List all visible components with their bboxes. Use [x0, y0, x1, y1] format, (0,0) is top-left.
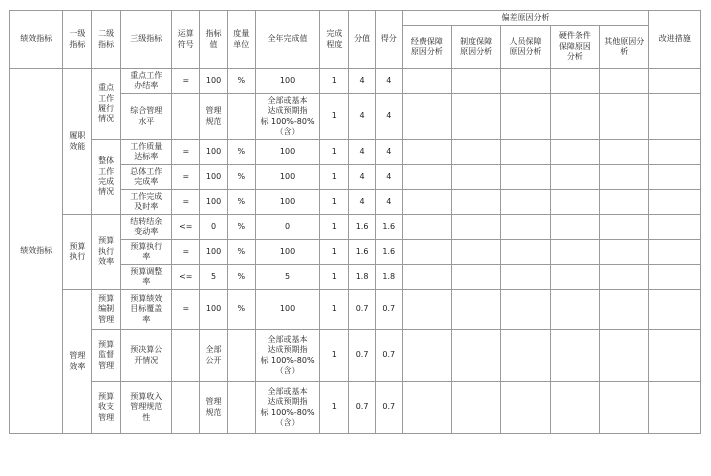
header-level2: 二级 指标 — [92, 11, 121, 69]
cell-score-value: 4 — [349, 140, 376, 165]
cell-deviation — [402, 190, 451, 215]
cell-score-value: 1.6 — [349, 240, 376, 265]
cell-operator: = — [172, 140, 200, 165]
header-target: 指标 值 — [200, 11, 228, 69]
cell-deviation — [600, 330, 649, 382]
cell-degree: 1 — [320, 240, 349, 265]
cell-deviation — [600, 382, 649, 434]
cell-deviation — [402, 240, 451, 265]
cell-deviation — [452, 69, 501, 94]
cell-degree: 1 — [320, 265, 349, 290]
cell-l2: 预算 编制 管理 — [92, 290, 121, 330]
cell-operator: = — [172, 240, 200, 265]
header-score-value: 分值 — [349, 11, 376, 69]
cell-annual: 100 — [255, 240, 320, 265]
cell-score-value: 1.8 — [349, 265, 376, 290]
cell-annual: 100 — [255, 140, 320, 165]
performance-table — [9, 10, 701, 434]
header-unit: 度量 单位 — [227, 11, 255, 69]
cell-deviation — [452, 290, 501, 330]
cell-unit — [227, 330, 255, 382]
cell-unit: % — [227, 69, 255, 94]
cell-l2: 重点 工作 履行 情况 — [92, 69, 121, 140]
cell-level3: 总体工作 完成率 — [121, 165, 172, 190]
cell-target: 管理 规范 — [200, 382, 228, 434]
cell-deviation — [501, 165, 550, 190]
cell-deviation — [452, 190, 501, 215]
cell-improve — [649, 190, 701, 215]
cell-operator: <= — [172, 265, 200, 290]
cell-deviation — [501, 290, 550, 330]
cell-operator: = — [172, 290, 200, 330]
table-row — [10, 290, 701, 330]
cell-target: 100 — [200, 190, 228, 215]
cell-target: 100 — [200, 140, 228, 165]
cell-level3: 预算调整 率 — [121, 265, 172, 290]
cell-improve — [649, 382, 701, 434]
header-operator: 运算 符号 — [172, 11, 200, 69]
cell-deviation — [600, 94, 649, 140]
cell-improve — [649, 240, 701, 265]
cell-deviation — [550, 382, 599, 434]
cell-score: 1.6 — [375, 215, 402, 240]
cell-l1: 管理 效率 — [63, 290, 92, 434]
cell-deviation — [600, 140, 649, 165]
cell-l1: 履职 效能 — [63, 69, 92, 215]
cell-deviation — [452, 330, 501, 382]
cell-level3: 工作质量 达标率 — [121, 140, 172, 165]
cell-deviation — [600, 69, 649, 94]
cell-score-value: 0.7 — [349, 330, 376, 382]
cell-deviation — [550, 140, 599, 165]
cell-deviation — [452, 140, 501, 165]
cell-l2: 预算 监督 管理 — [92, 330, 121, 382]
cell-improve — [649, 330, 701, 382]
cell-operator: = — [172, 69, 200, 94]
header-level1: 一级 指标 — [63, 11, 92, 69]
cell-annual: 全部或基本 达成预期指 标 100%-80% （含） — [255, 94, 320, 140]
cell-degree: 1 — [320, 94, 349, 140]
cell-deviation — [402, 165, 451, 190]
cell-score: 0.7 — [375, 382, 402, 434]
cell-annual: 0 — [255, 215, 320, 240]
cell-deviation — [550, 94, 599, 140]
header-score: 得分 — [375, 11, 402, 69]
cell-deviation — [402, 330, 451, 382]
cell-degree: 1 — [320, 290, 349, 330]
cell-improve — [649, 165, 701, 190]
cell-score: 1.8 — [375, 265, 402, 290]
cell-improve — [649, 69, 701, 94]
cell-deviation — [501, 240, 550, 265]
header-annual: 全年完成值 — [255, 11, 320, 69]
cell-deviation — [550, 240, 599, 265]
cell-level3: 预算收入 管理规范 性 — [121, 382, 172, 434]
cell-annual: 全部或基本 达成预期指 标 100%-80% （含） — [255, 382, 320, 434]
cell-deviation — [402, 290, 451, 330]
table-row — [10, 69, 701, 94]
cell-score: 0.7 — [375, 330, 402, 382]
cell-deviation — [600, 265, 649, 290]
cell-target: 100 — [200, 165, 228, 190]
cell-score-value: 4 — [349, 69, 376, 94]
cell-indicator: 绩效指标 — [10, 69, 63, 434]
cell-deviation — [452, 265, 501, 290]
cell-deviation — [501, 215, 550, 240]
table-row — [10, 330, 701, 382]
cell-deviation — [501, 94, 550, 140]
cell-deviation — [600, 165, 649, 190]
cell-l2: 整体 工作 完成 情况 — [92, 140, 121, 215]
cell-score-value: 4 — [349, 94, 376, 140]
cell-deviation — [452, 94, 501, 140]
header-dev-system: 制度保障 原因分析 — [452, 26, 501, 69]
cell-annual: 5 — [255, 265, 320, 290]
cell-target: 100 — [200, 290, 228, 330]
cell-unit: % — [227, 215, 255, 240]
header-deviation: 偏差原因分析 — [402, 11, 649, 26]
cell-level3: 结转结余 变动率 — [121, 215, 172, 240]
header-dev-hardware: 硬件条件 保障原因 分析 — [550, 26, 599, 69]
header-improve: 改进措施 — [649, 11, 701, 69]
cell-deviation — [550, 69, 599, 94]
cell-degree: 1 — [320, 215, 349, 240]
cell-l2: 预算 执行 效率 — [92, 215, 121, 290]
cell-target: 0 — [200, 215, 228, 240]
cell-score-value: 0.7 — [349, 382, 376, 434]
cell-annual: 100 — [255, 69, 320, 94]
cell-deviation — [402, 382, 451, 434]
cell-target: 管理 规范 — [200, 94, 228, 140]
cell-score-value: 0.7 — [349, 290, 376, 330]
cell-score: 4 — [375, 190, 402, 215]
header-dev-fund: 经费保障 原因分析 — [402, 26, 451, 69]
cell-score: 4 — [375, 140, 402, 165]
cell-deviation — [452, 382, 501, 434]
table-row — [10, 215, 701, 240]
cell-deviation — [550, 190, 599, 215]
cell-unit: % — [227, 240, 255, 265]
cell-improve — [649, 94, 701, 140]
cell-deviation — [501, 140, 550, 165]
cell-unit — [227, 382, 255, 434]
cell-operator: = — [172, 190, 200, 215]
cell-deviation — [402, 140, 451, 165]
cell-operator — [172, 94, 200, 140]
cell-deviation — [501, 330, 550, 382]
cell-operator — [172, 382, 200, 434]
cell-degree: 1 — [320, 190, 349, 215]
cell-deviation — [600, 215, 649, 240]
cell-unit: % — [227, 265, 255, 290]
cell-deviation — [550, 290, 599, 330]
cell-deviation — [452, 165, 501, 190]
cell-deviation — [501, 69, 550, 94]
cell-l2: 预算 收支 管理 — [92, 382, 121, 434]
cell-deviation — [402, 265, 451, 290]
cell-score-value: 4 — [349, 165, 376, 190]
header-level3: 三级指标 — [121, 11, 172, 69]
cell-annual: 100 — [255, 190, 320, 215]
header-dev-staff: 人员保障 原因分析 — [501, 26, 550, 69]
header-degree: 完成 程度 — [320, 11, 349, 69]
cell-deviation — [402, 94, 451, 140]
cell-unit: % — [227, 140, 255, 165]
cell-score-value: 4 — [349, 190, 376, 215]
cell-deviation — [600, 190, 649, 215]
cell-deviation — [600, 290, 649, 330]
cell-deviation — [550, 265, 599, 290]
cell-target: 全部 公开 — [200, 330, 228, 382]
cell-deviation — [550, 165, 599, 190]
cell-degree: 1 — [320, 382, 349, 434]
cell-degree: 1 — [320, 69, 349, 94]
cell-operator: = — [172, 165, 200, 190]
cell-operator: <= — [172, 215, 200, 240]
cell-target: 100 — [200, 69, 228, 94]
cell-deviation — [501, 382, 550, 434]
cell-unit — [227, 94, 255, 140]
cell-score: 4 — [375, 69, 402, 94]
cell-level3: 预算绩效 目标覆盖 率 — [121, 290, 172, 330]
table-row — [10, 140, 701, 165]
cell-score: 4 — [375, 94, 402, 140]
cell-operator — [172, 330, 200, 382]
cell-deviation — [452, 240, 501, 265]
cell-deviation — [402, 69, 451, 94]
cell-target: 100 — [200, 240, 228, 265]
cell-improve — [649, 265, 701, 290]
cell-improve — [649, 215, 701, 240]
cell-level3: 预算执行 率 — [121, 240, 172, 265]
cell-deviation — [501, 190, 550, 215]
cell-l1: 预算 执行 — [63, 215, 92, 290]
cell-deviation — [402, 215, 451, 240]
cell-score: 0.7 — [375, 290, 402, 330]
cell-score: 4 — [375, 165, 402, 190]
cell-deviation — [550, 330, 599, 382]
header-indicator: 绩效指标 — [10, 11, 63, 69]
cell-unit: % — [227, 165, 255, 190]
cell-score: 1.6 — [375, 240, 402, 265]
cell-score-value: 1.6 — [349, 215, 376, 240]
cell-deviation — [501, 265, 550, 290]
cell-degree: 1 — [320, 330, 349, 382]
cell-target: 5 — [200, 265, 228, 290]
cell-annual: 100 — [255, 165, 320, 190]
cell-improve — [649, 290, 701, 330]
cell-level3: 重点工作 办结率 — [121, 69, 172, 94]
cell-deviation — [550, 215, 599, 240]
cell-level3: 预决算公 开情况 — [121, 330, 172, 382]
cell-level3: 综合管理 水平 — [121, 94, 172, 140]
cell-deviation — [452, 215, 501, 240]
table-row — [10, 382, 701, 434]
cell-unit: % — [227, 290, 255, 330]
cell-unit: % — [227, 190, 255, 215]
cell-degree: 1 — [320, 165, 349, 190]
cell-degree: 1 — [320, 140, 349, 165]
cell-level3: 工作完成 及时率 — [121, 190, 172, 215]
cell-annual: 全部或基本 达成预期指 标 100%-80% （含） — [255, 330, 320, 382]
cell-deviation — [600, 240, 649, 265]
cell-improve — [649, 140, 701, 165]
header-dev-other: 其他原因分 析 — [600, 26, 649, 69]
cell-annual: 100 — [255, 290, 320, 330]
